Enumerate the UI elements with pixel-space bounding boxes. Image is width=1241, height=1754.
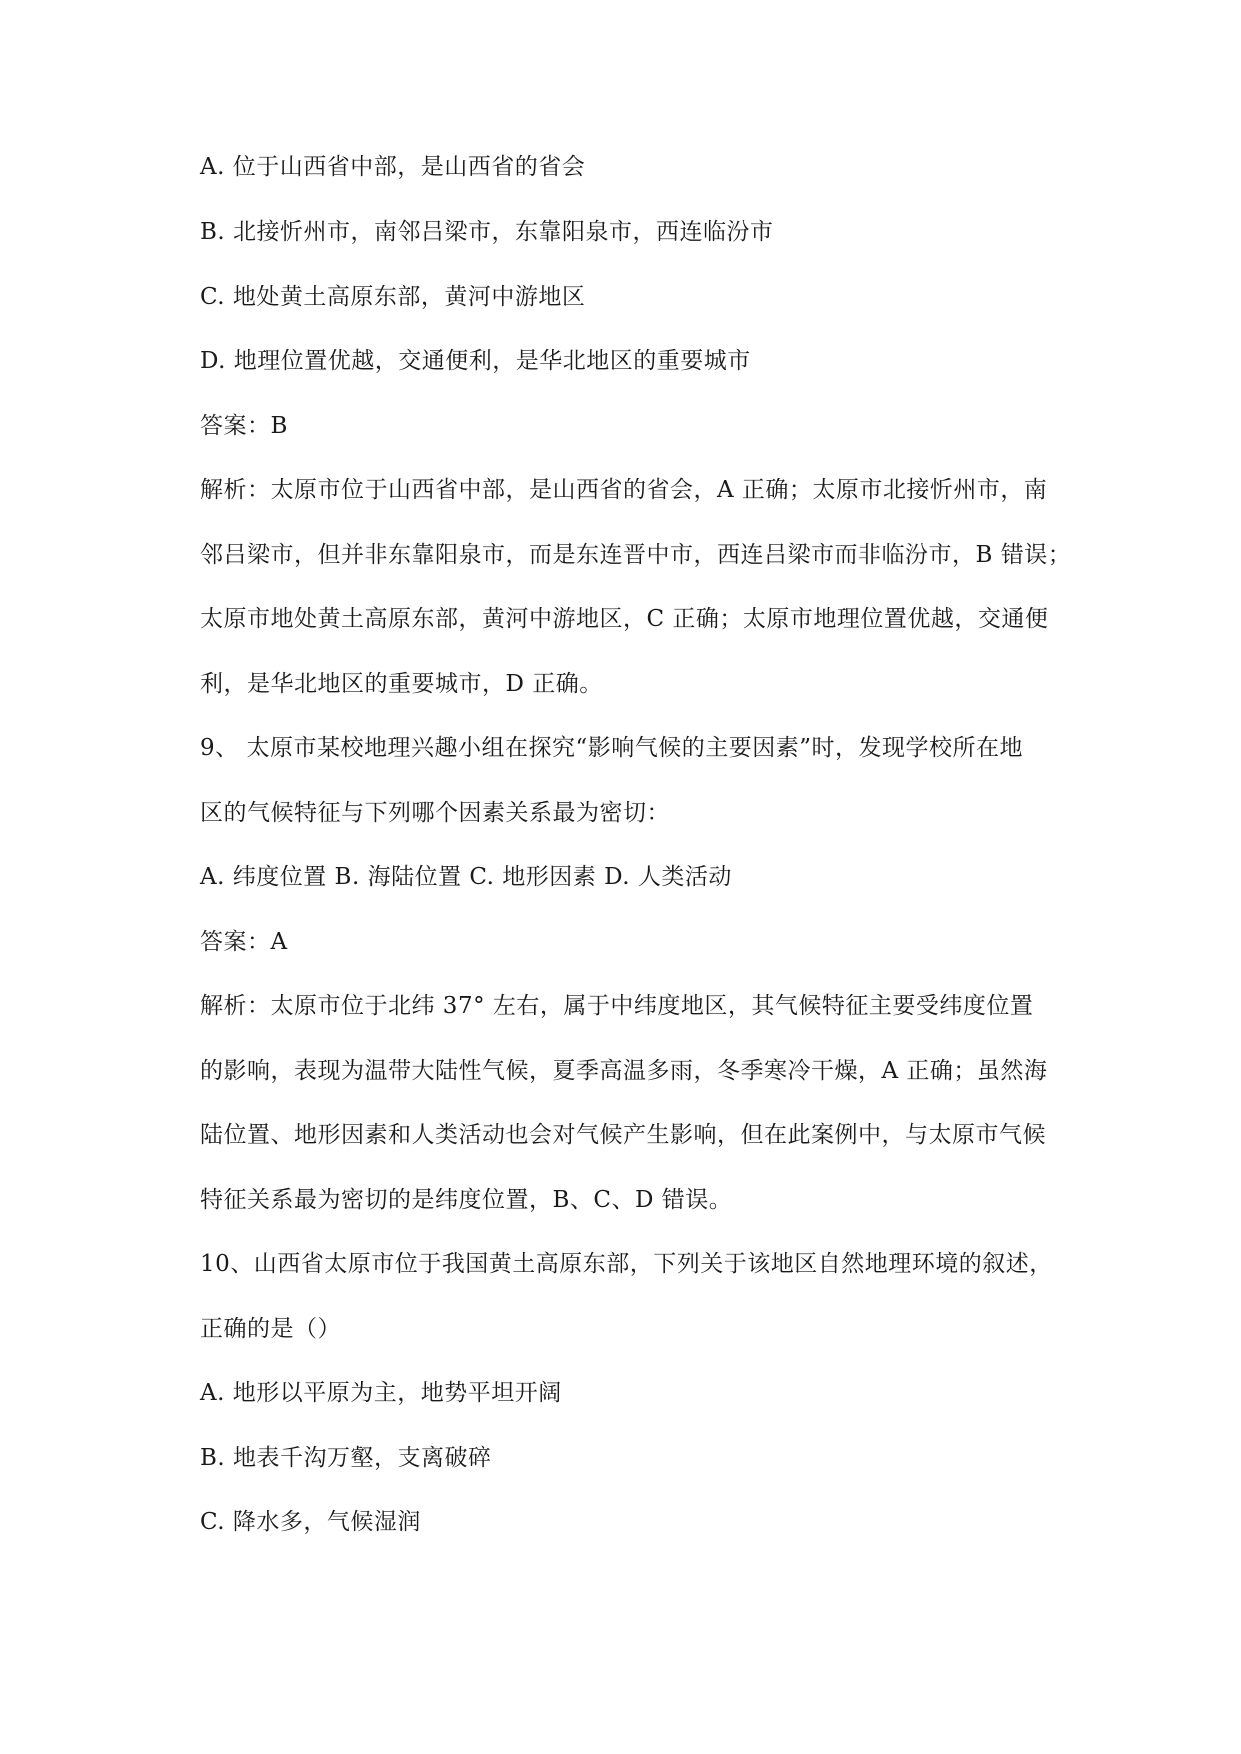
q8-option-b: B. 北接忻州市，南邻吕梁市，东靠阳泉市，西连临汾市 <box>200 219 774 245</box>
q10-question-line: 10、山西省太原市位于我国黄土高原东部，下列关于该地区自然地理环境的叙述， <box>200 1251 1053 1277</box>
q10-option-b: B. 地表千沟万壑，支离破碎 <box>200 1445 492 1471</box>
q8-analysis-line: 邻吕梁市，但并非东靠阳泉市，而是东连晋中市，西连吕梁市而非临汾市，B 错误； <box>200 542 1072 568</box>
q9-question-line: 9、 太原市某校地理兴趣小组在探究“影响气候的主要因素”时，发现学校所在地 <box>200 735 1023 761</box>
q9-options: A. 纬度位置 B. 海陆位置 C. 地形因素 D. 人类活动 <box>200 864 732 890</box>
q9-analysis-line: 陆位置、地形因素和人类活动也会对气候产生影响，但在此案例中，与太原市气候 <box>200 1122 1046 1148</box>
q9-answer: 答案：A <box>200 929 288 955</box>
q9-analysis-line: 特征关系最为密切的是纬度位置，B、C、D 错误。 <box>200 1187 733 1213</box>
q8-option-a: A. 位于山西省中部，是山西省的省会 <box>200 154 586 180</box>
q8-analysis-line: 解析：太原市位于山西省中部，是山西省的省会，A 正确；太原市北接忻州市，南 <box>200 477 1048 503</box>
q10-option-a: A. 地形以平原为主，地势平坦开阔 <box>200 1380 562 1406</box>
q10-option-c: C. 降水多，气候湿润 <box>200 1509 421 1535</box>
q9-analysis-line: 解析：太原市位于北纬 37° 左右，属于中纬度地区，其气候特征主要受纬度位置 <box>200 993 1034 1019</box>
q9-question-line: 区的气候特征与下列哪个因素关系最为密切： <box>200 800 670 826</box>
q8-option-d: D. 地理位置优越，交通便利，是华北地区的重要城市 <box>200 348 751 374</box>
q8-analysis-line: 利，是华北地区的重要城市，D 正确。 <box>200 671 603 697</box>
q9-analysis-line: 的影响，表现为温带大陆性气候，夏季高温多雨，冬季寒冷干燥，A 正确；虽然海 <box>200 1058 1048 1084</box>
q8-answer: 答案：B <box>200 413 288 439</box>
q10-question-line: 正确的是（） <box>200 1316 341 1342</box>
q8-analysis-line: 太原市地处黄土高原东部，黄河中游地区，C 正确；太原市地理位置优越，交通便 <box>200 606 1049 632</box>
q8-option-c: C. 地处黄土高原东部，黄河中游地区 <box>200 284 586 310</box>
